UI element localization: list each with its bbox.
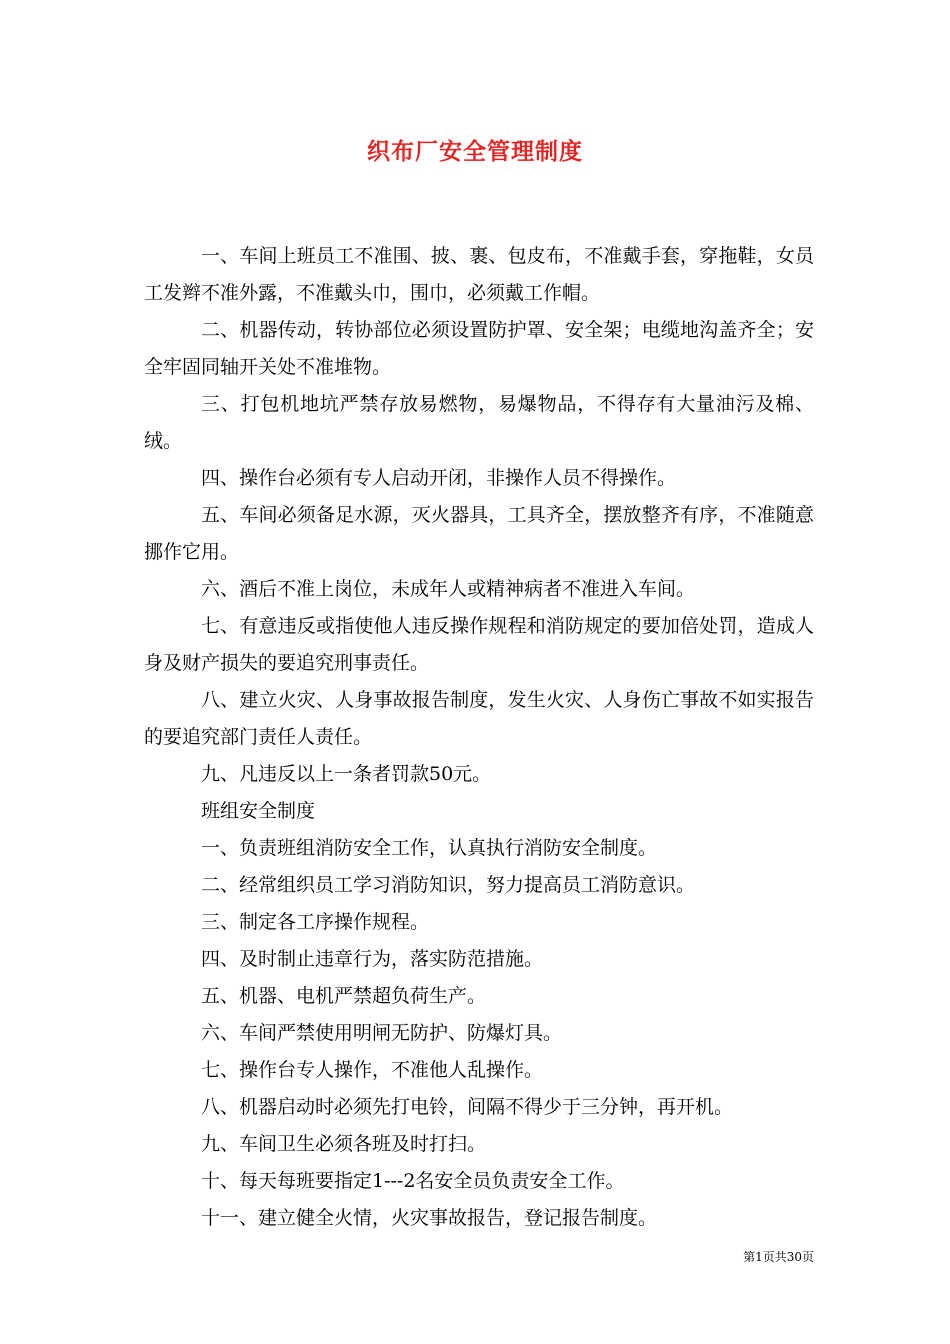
rule-paragraph: 三、制定各工序操作规程。	[201, 911, 430, 933]
rule-paragraph: 八、机器启动时必须先打电铃，间隔不得少于三分钟，再开机。	[201, 1096, 734, 1118]
document-title: 织布厂安全管理制度	[367, 138, 583, 165]
rule-paragraph: 一、负责班组消防安全工作，认真执行消防安全制度。	[201, 837, 658, 859]
rule-paragraph: 十一、建立健全火情，火灾事故报告，登记报告制度。	[201, 1207, 658, 1229]
rule-paragraph: 五、车间必须备足水源，灭火器具，工具齐全，摆放整齐有序，不准随意挪作它用。	[144, 504, 814, 563]
rule-paragraph: 十、每天每班要指定1---2名安全员负责安全工作。	[201, 1170, 625, 1192]
rule-paragraph: 五、机器、电机严禁超负荷生产。	[201, 985, 487, 1007]
rule-paragraph: 六、车间严禁使用明闸无防护、防爆灯具。	[201, 1022, 563, 1044]
document-body	[144, 238, 814, 1237]
page-number-footer: 第1页共30页	[743, 1250, 814, 1264]
rule-paragraph: 四、操作台必须有专人启动开闭，非操作人员不得操作。	[201, 467, 677, 489]
rule-paragraph: 九、车间卫生必须各班及时打扫。	[201, 1133, 487, 1155]
rule-paragraph: 八、建立火灾、人身事故报告制度，发生火灾、人身伤亡事故不如实报告的要追究部门责任人责任。	[144, 689, 814, 748]
rule-paragraph: 七、有意违反或指使他人违反操作规程和消防规定的要加倍处罚，造成人身及财产损失的要追究刑事责任。	[144, 615, 814, 674]
rule-paragraph: 六、酒后不准上岗位，未成年人或精神病者不准进入车间。	[201, 578, 696, 600]
rule-paragraph: 一、车间上班员工不准围、披、裹、包皮布，不准戴手套，穿拖鞋，女员工发辫不准外露，不准戴头巾，围巾，必须戴工作帽。	[144, 245, 814, 304]
rule-paragraph: 七、操作台专人操作，不准他人乱操作。	[201, 1059, 544, 1081]
section-heading: 班组安全制度	[201, 800, 316, 822]
rule-paragraph: 三、打包机地坑严禁存放易燃物，易爆物品，不得存有大量油污及棉、绒。	[144, 393, 814, 452]
rule-paragraph: 九、凡违反以上一条者罚款50元。	[201, 763, 492, 785]
rule-paragraph: 二、机器传动，转协部位必须设置防护罩、安全架；电缆地沟盖齐全；安全牢固同轴开关处不准堆物。	[144, 319, 814, 378]
rule-paragraph: 四、及时制止违章行为，落实防范措施。	[201, 948, 544, 970]
rule-paragraph: 二、经常组织员工学习消防知识，努力提高员工消防意识。	[201, 874, 696, 896]
